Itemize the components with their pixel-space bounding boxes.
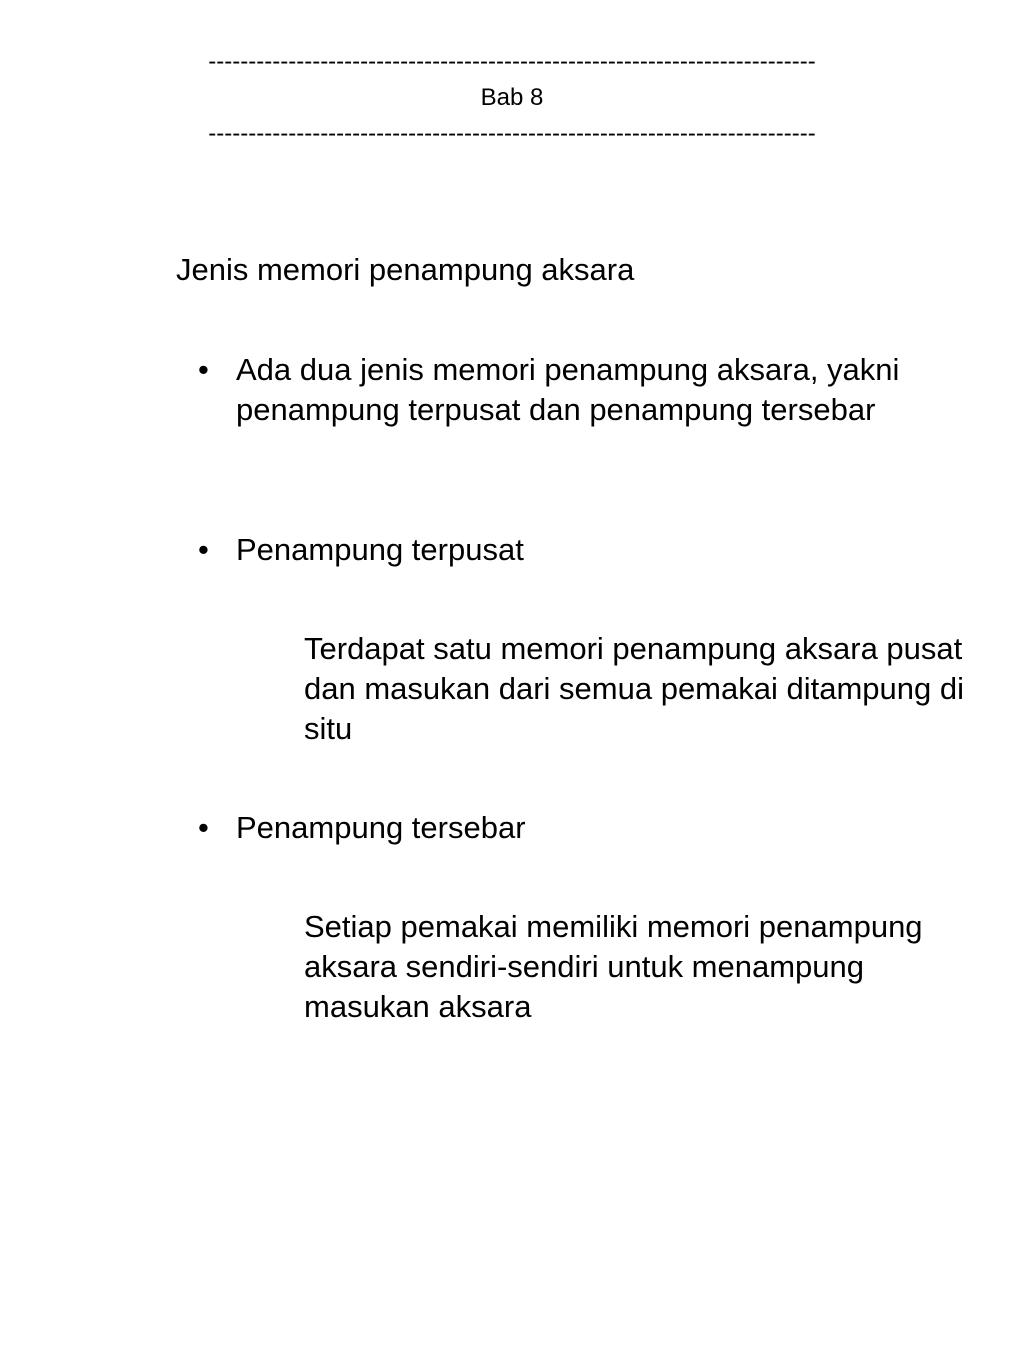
distributed-description: Setiap pemakai memiliki memori penampung aksara sendiri-sendiri untuk menampung masukan aksara — [304, 909, 923, 1024]
centralized-description: Terdapat satu memori penampung aksara pusat dan masukan dari semua pemakai ditampung di situ — [304, 631, 964, 746]
bullet-text: Ada dua jenis memori penampung aksara, yakni penampung terpusat dan penampung tersebar — [236, 352, 900, 427]
bullet-text: Penampung terpusat — [236, 532, 524, 567]
bullet-icon: • — [198, 810, 209, 845]
header-rule-bottom: ---------------------------------------------------------------------------- — [208, 120, 816, 147]
header-rule-top: ---------------------------------------------------------------------------- — [208, 48, 816, 75]
bullet-item-distributed — [198, 808, 936, 848]
bullet-item-centralized — [198, 530, 936, 570]
bullet-item-types — [198, 350, 916, 430]
chapter-title: Bab 8 — [480, 84, 544, 111]
bullet-icon: • — [198, 532, 209, 567]
bullet-text: Penampung tersebar — [236, 810, 526, 845]
section-heading: Jenis memori penampung aksara — [176, 252, 635, 287]
bullet-icon: • — [198, 352, 209, 387]
